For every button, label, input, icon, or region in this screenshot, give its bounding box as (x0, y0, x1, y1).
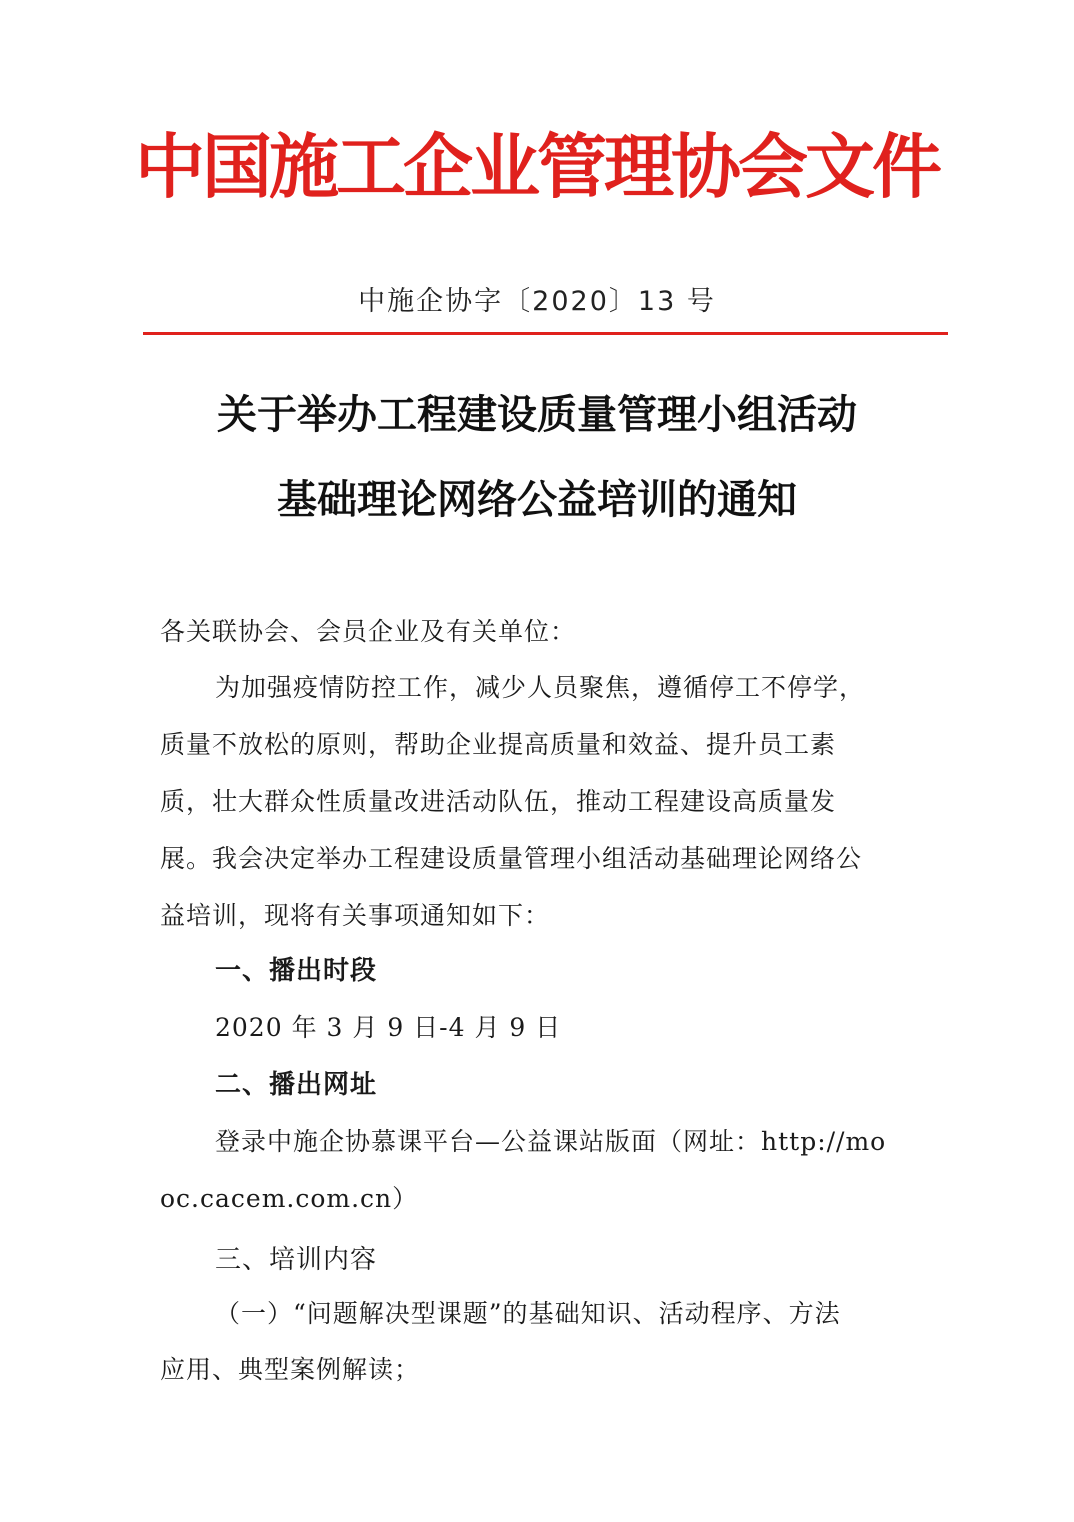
section-3-item-1-line-2: 应用、典型案例解读； (160, 1355, 421, 1384)
section-2-line-1: 登录中施企协慕课平台—公益课站版面（网址：http://mo (215, 1127, 887, 1156)
intro-line-5: 益培训，现将有关事项通知如下： (160, 901, 551, 930)
notice-title-line-1: 关于举办工程建设质量管理小组活动 (217, 392, 857, 438)
notice-title-line-2: 基础理论网络公益培训的通知 (277, 477, 797, 523)
section-1-text: 2020 年 3 月 9 日-4 月 9 日 (215, 1013, 562, 1042)
document-number: 中施企协字〔2020〕13 号 (358, 286, 716, 317)
section-3-item-1-line-1: （一）“问题解决型课题”的基础知识、活动程序、方法 (215, 1299, 841, 1328)
intro-line-2: 质量不放松的原则，帮助企业提高质量和效益、提升员工素 (160, 730, 837, 759)
intro-line-3: 质，壮大群众性质量改进活动队伍，推动工程建设高质量发 (160, 787, 837, 816)
section-2-line-2: oc.cacem.com.cn） (160, 1184, 419, 1213)
section-2-heading: 二、播出网址 (215, 1070, 378, 1100)
document-header-title: 中国施工企业管理协会文件 (135, 126, 939, 208)
salutation: 各关联协会、会员企业及有关单位： (160, 617, 577, 646)
section-3-heading: 三、培训内容 (215, 1245, 378, 1275)
intro-line-1: 为加强疫情防控工作，减少人员聚焦，遵循停工不停学， (215, 673, 866, 702)
intro-line-4: 展。我会决定举办工程建设质量管理小组活动基础理论网络公 (160, 844, 863, 873)
section-1-heading: 一、播出时段 (215, 956, 378, 986)
red-divider-line (143, 332, 948, 335)
